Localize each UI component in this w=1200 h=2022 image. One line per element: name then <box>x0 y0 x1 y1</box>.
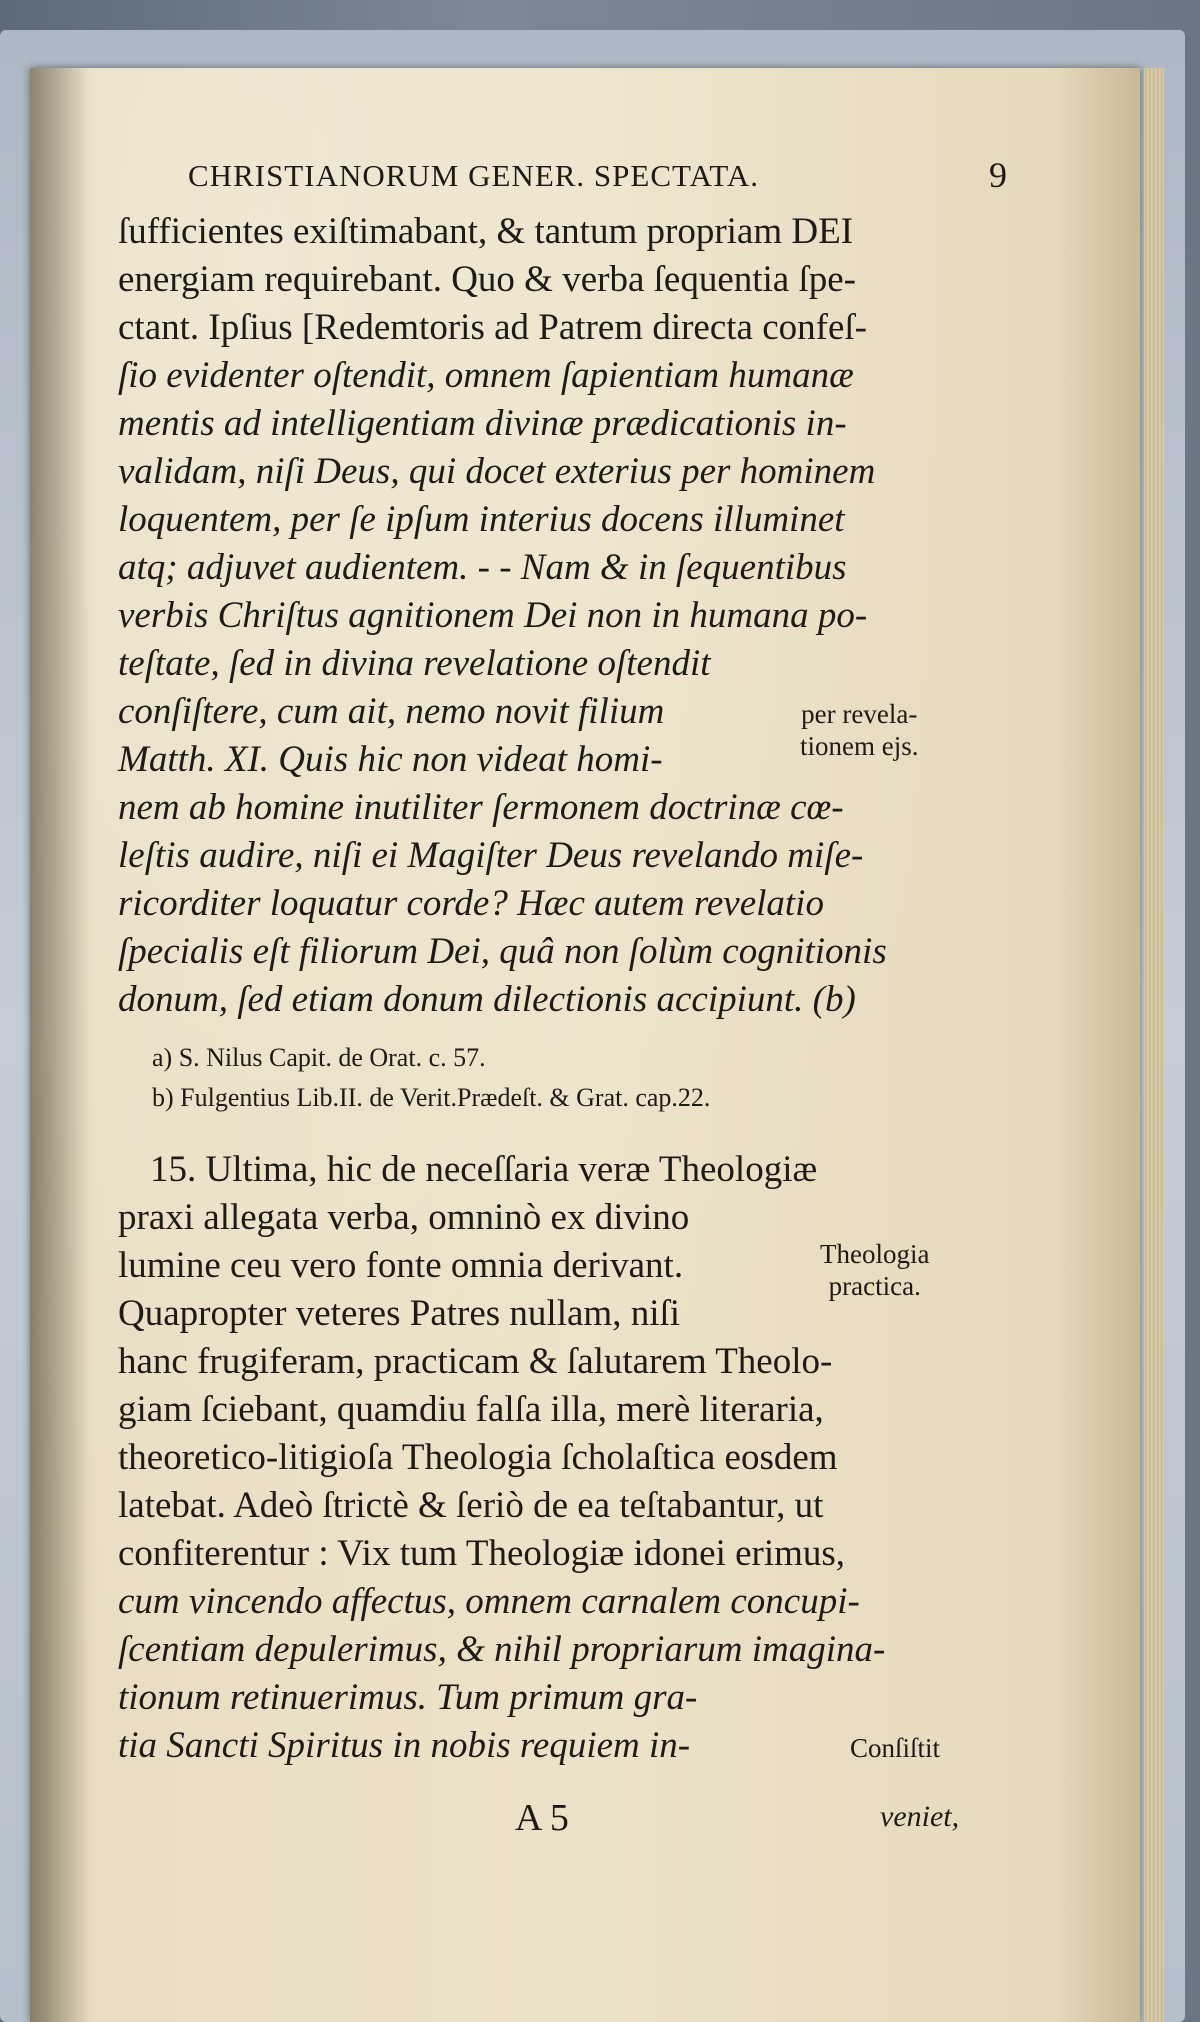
text-line: praxi allegata verba, omninò ex divino <box>118 1197 690 1238</box>
text-line: leſtis audire, niſi ei Magiſter Deus revelando miſe- <box>118 835 864 876</box>
text-line: energiam requirebant. Quo & verba ſequentia ſpe- <box>118 259 856 300</box>
text-line: donum, ſed etiam donum dilectionis accipiunt. (b) <box>118 979 856 1020</box>
text-line: conſiſtere, cum ait, nemo novit filium <box>118 691 665 732</box>
footnote: b) Fulgentius Lib.II. de Verit.Prædeſt. & Grat. cap.22. <box>152 1083 711 1112</box>
text-line: ſcentiam depulerimus, & nihil propriarum imagina- <box>118 1629 886 1670</box>
margin-note-line: practica. <box>828 1271 921 1301</box>
margin-note-line: Theologia <box>820 1239 930 1269</box>
margin-note-line: per revela- <box>801 699 918 729</box>
text-line: teſtate, ſed in divina revelatione oſtendit <box>118 643 711 684</box>
text-line: latebat. Adeò ſtrictè & ſeriò de ea teſtabantur, ut <box>118 1485 824 1526</box>
text-line: ricorditer loquatur corde? Hæc autem revelatio <box>118 883 824 924</box>
text-line: nem ab homine inutiliter ſermonem doctrinæ cœ- <box>118 787 844 828</box>
page-number: 9 <box>989 155 1008 195</box>
page-edges <box>1144 68 1164 2022</box>
running-title: CHRISTIANORUM GENER. SPECTATA. <box>188 158 760 193</box>
text-line: ſio evidenter oſtendit, omnem ſapientiam humanæ <box>118 355 854 396</box>
running-header <box>188 150 1008 204</box>
text-line: confiterentur : Vix tum Theologiæ idonei erimus, <box>118 1533 846 1574</box>
text-line: Matth. XI. Quis hic non videat homi- <box>118 739 663 780</box>
text-line: verbis Chriſtus agnitionem Dei non in humana po- <box>118 595 868 636</box>
text-line: validam, niſi Deus, qui docet exterius per hominem <box>118 451 876 492</box>
text-line: Quapropter veteres Patres nullam, niſi <box>118 1293 681 1334</box>
page-gutter-shadow <box>30 68 90 2022</box>
text-line: ſufficientes exiſtimabant, & tantum propriam DEI <box>118 211 854 252</box>
catchword: veniet, <box>880 1800 960 1833</box>
text-line: mentis ad intelligentiam divinæ prædicationis in- <box>118 403 847 444</box>
margin-note-line: Conſiſtit <box>850 1733 941 1763</box>
text-line: tionum retinuerimus. Tum primum gra- <box>118 1677 698 1718</box>
margin-note-consists <box>850 1732 940 1764</box>
text-line: hanc frugiferam, practicam & ſalutarem Theolo- <box>118 1341 833 1382</box>
text-line: giam ſciebant, quamdiu falſa illa, merè literaria, <box>118 1389 824 1430</box>
text-line: ſpecialis eſt filiorum Dei, quâ non ſolùm cognitionis <box>118 931 887 972</box>
text-line: 15. Ultima, hic de neceſſaria veræ Theologiæ <box>150 1149 818 1190</box>
text-line: cum vincendo affectus, omnem carnalem concupi- <box>118 1581 860 1622</box>
text-line: loquentem, per ſe ipſum interius docens illuminet <box>118 499 845 540</box>
footnote: a) S. Nilus Capit. de Orat. c. 57. <box>152 1043 486 1072</box>
text-line: lumine ceu vero fonte omnia derivant. <box>118 1245 684 1286</box>
margin-note-practical <box>820 1238 929 1302</box>
text-line: ctant. Ipſius [Redemtoris ad Patrem directa confeſ- <box>118 307 867 348</box>
margin-note-line: tionem ejs. <box>800 731 919 761</box>
text-line: theoretico-litigioſa Theologia ſcholaſtica eosdem <box>118 1437 838 1478</box>
margin-note-revelation <box>800 698 918 762</box>
text-line: tia Sancti Spiritus in nobis requiem in- <box>118 1725 691 1766</box>
signature-mark: A 5 <box>515 1797 569 1839</box>
text-line: atq; adjuvet audientem. - - Nam & in ſequentibus <box>118 547 847 588</box>
